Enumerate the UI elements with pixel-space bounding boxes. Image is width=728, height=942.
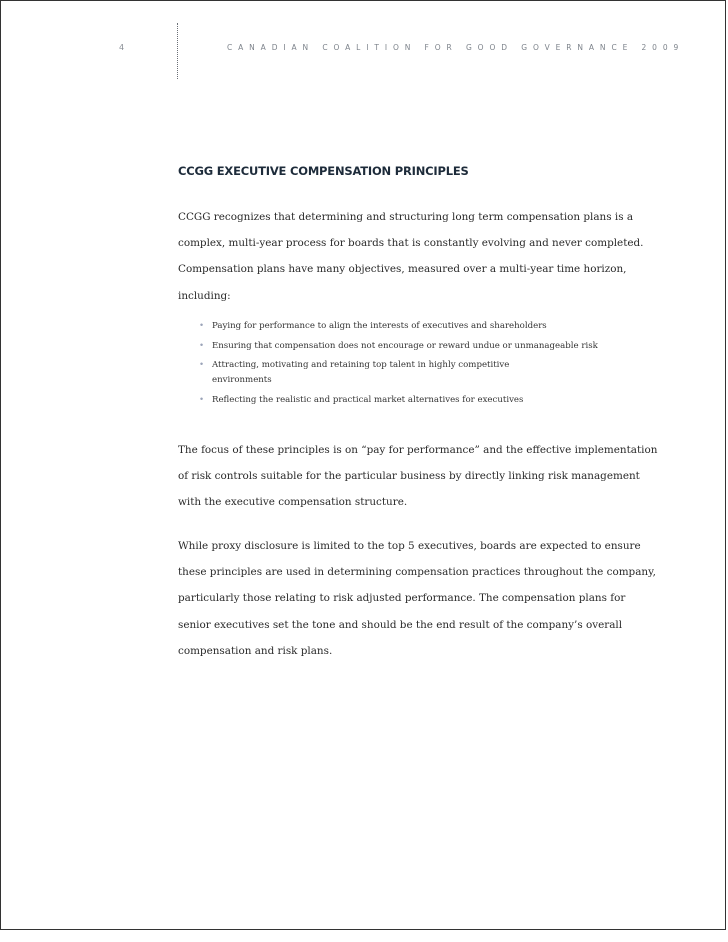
bullet-icon: • bbox=[199, 394, 205, 405]
bullet-icon: • bbox=[199, 321, 205, 331]
paragraph-line: with the executive compensation structure. bbox=[178, 496, 408, 509]
paragraph-line: While proxy disclosure is limited to the top 5 executives, boards are expected to ensure bbox=[178, 540, 641, 552]
bullet-icon: • bbox=[199, 360, 205, 370]
intro-paragraph bbox=[178, 204, 644, 309]
objectives-list bbox=[199, 319, 598, 412]
paragraph-line: including: bbox=[178, 289, 231, 302]
paragraph-line: The focus of these principles is on “pay for performance” and the effective implementation bbox=[178, 444, 658, 456]
list-item-text: Paying for performance to align the interests of executives and shareholders bbox=[212, 321, 547, 331]
list-item bbox=[199, 393, 579, 408]
paragraph-line: particularly those relating to risk adjusted performance. The compensation plans for bbox=[178, 592, 626, 605]
list-item bbox=[199, 319, 579, 334]
paragraph-line: complex, multi-year process for boards that is constantly evolving and never completed. bbox=[178, 237, 644, 250]
list-item-text: Reflecting the realistic and practical market alternatives for executives bbox=[212, 394, 524, 405]
list-item-text: Ensuring that compensation does not encourage or reward undue or unmanageable risk bbox=[212, 340, 598, 351]
paragraph-line: CCGG recognizes that determining and structuring long term compensation plans is a bbox=[178, 211, 634, 223]
paragraph-line: senior executives set the tone and should be the end result of the company’s overall bbox=[178, 618, 623, 631]
list-item-text: Attracting, motivating and retaining top talent in highly competitive bbox=[212, 360, 510, 370]
paragraph-line: compensation and risk plans. bbox=[178, 644, 333, 657]
list-item-text: environments bbox=[212, 375, 272, 385]
focus-paragraph bbox=[178, 437, 658, 516]
dotted-divider bbox=[177, 23, 178, 79]
list-item bbox=[199, 339, 598, 354]
section-heading: CCGG EXECUTIVE COMPENSATION PRINCIPLES bbox=[178, 164, 469, 178]
paragraph-line: these principles are used in determining compensation practices throughout the company, bbox=[178, 566, 656, 579]
disclosure-paragraph bbox=[178, 533, 656, 664]
list-item bbox=[199, 358, 579, 388]
paragraph-line: Compensation plans have many objectives, measured over a multi-year time horizon, bbox=[178, 263, 627, 276]
page-number: 4 bbox=[119, 43, 126, 52]
running-header-title: CANADIAN COALITION FOR GOOD GOVERNANCE 2009 bbox=[227, 43, 685, 52]
paragraph-line: of risk controls suitable for the particular business by directly linking risk management bbox=[178, 470, 640, 483]
bullet-icon: • bbox=[199, 340, 205, 351]
